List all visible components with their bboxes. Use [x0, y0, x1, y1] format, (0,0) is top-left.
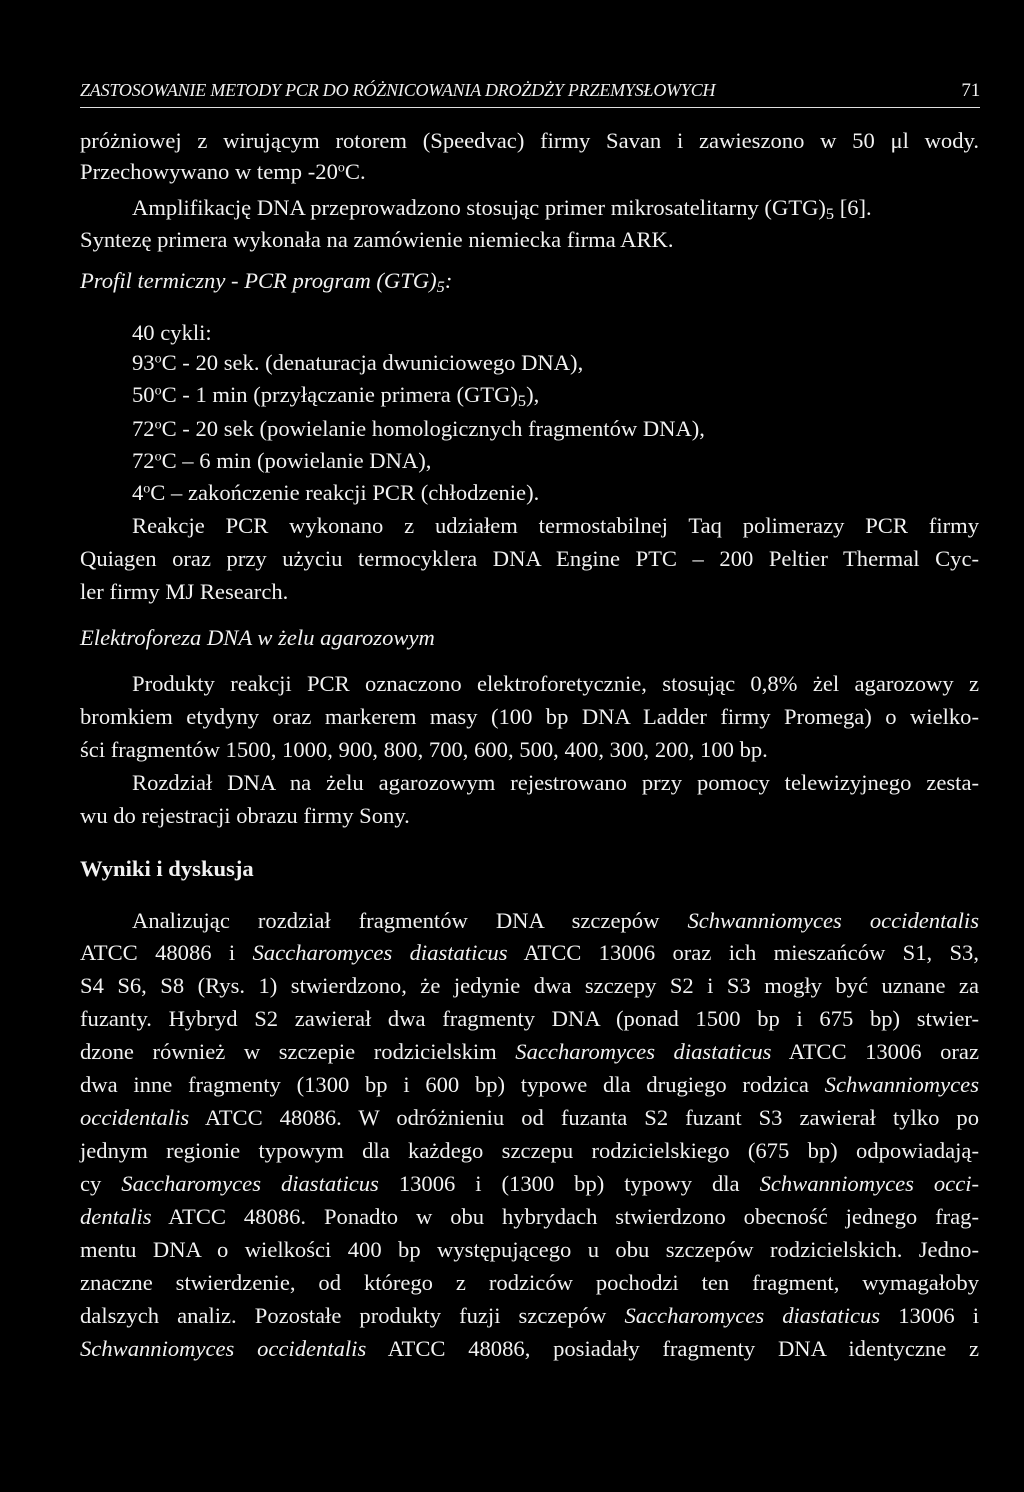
section-heading-profile: Profil termiczny - PCR program $(GTG)_5$:: [80, 268, 453, 297]
text-line: Syntezę primera wykonała na zamówienie niemiecka firma ARK.: [80, 227, 674, 252]
section-heading-results: Wyniki i dyskusja: [80, 856, 254, 881]
text-line: Quiagen oraz przy użyciu termocyklera DNA Engine PTC – 200 Peltier Thermal Cyc-: [80, 546, 979, 571]
text-line: dwa inne fragmenty (1300 bp i 600 bp) typowe dla drugiego rodzica Schwanniomyces: [80, 1072, 979, 1097]
text-line: Przechowywano w temp -20$^o$C.: [80, 159, 366, 184]
text-line: dalszych analiz. Pozostałe produkty fuzji szczepów Saccharomyces diastaticus 13006 i: [80, 1303, 980, 1328]
text-line: ATCC 48086 i Saccharomyces diastaticus ATCC 13006 oraz ich mieszańców S1, S3,: [80, 940, 980, 965]
section-heading-electrophoresis: Elektroforeza DNA w żelu agarozowym: [80, 625, 435, 650]
text-line: occidentalis ATCC 48086. W odróżnieniu od fuzanta S2 fuzant S3 zawierał tylko po: [80, 1105, 979, 1130]
text-line: fuzanty. Hybryd S2 zawierał dwa fragmenty DNA (ponad 1500 bp i 675 bp) stwier-: [80, 1006, 979, 1031]
text-line: próżniowej z wirującym rotorem (Speedvac) firmy Savan i zawieszono w 50 μl wody.: [80, 128, 979, 153]
header-rule: [80, 107, 980, 108]
text-line: ści fragmentów 1500, 1000, 900, 800, 700, 600, 500, 400, 300, 200, 100 bp.: [80, 737, 768, 762]
profile-cycles: 40 cykli:: [132, 320, 212, 345]
profile-step: 72$^o$C – 6 min (powielanie DNA),: [132, 448, 432, 473]
running-title: ZASTOSOWANIE METODY PCR DO RÓŻNICOWANIA DROŻDŻY PRZEMYSŁOWYCH: [80, 80, 716, 100]
text-line: cy Saccharomyces diastaticus 13006 i (1300 bp) typowy dla Schwanniomyces occi-: [80, 1171, 980, 1196]
text-line: wu do rejestracji obrazu firmy Sony.: [80, 803, 410, 828]
text-line: Reakcje PCR wykonano z udziałem termostabilnej Taq polimerazy PCR firmy: [132, 513, 979, 538]
profile-step: 50$^o$C - 1 min (przyłączanie primera $(GTG)_5$),: [132, 382, 540, 411]
profile-step: 72$^o$C - 20 sek (powielanie homologicznych fragmentów DNA),: [132, 416, 705, 441]
text-line: mentu DNA o wielkości 400 bp występującego u obu szczepów rodzicielskich. Jedno-: [80, 1237, 979, 1262]
text-line: dentalis ATCC 48086. Ponadto w obu hybrydach stwierdzono obecność jednego frag-: [80, 1204, 979, 1229]
running-header: [80, 80, 980, 101]
text-line: Produkty reakcji PCR oznaczono elektroforetycznie, stosując 0,8% żel agarozowy z: [132, 671, 979, 696]
profile-step: 93$^o$C - 20 sek. (denaturacja dwuniciowego DNA),: [132, 350, 584, 375]
text-line: bromkiem etydyny oraz markerem masy (100 bp DNA Ladder firmy Promega) o wielko-: [80, 704, 979, 729]
page-number: 71: [961, 80, 980, 101]
text-line: znaczne stwierdzenie, od którego z rodziców pochodzi ten fragment, wymagałoby: [80, 1270, 979, 1295]
text-line: dzone również w szczepie rodzicielskim Saccharomyces diastaticus ATCC 13006 oraz: [80, 1039, 979, 1064]
text-line: Rozdział DNA na żelu agarozowym rejestrowano przy pomocy telewizyjnego zesta-: [132, 770, 979, 795]
text-line: ler firmy MJ Research.: [80, 579, 289, 604]
text-line: Analizując rozdział fragmentów DNA szczepów Schwanniomyces occidentalis: [132, 908, 979, 933]
profile-step: 4$^o$C – zakończenie reakcji PCR (chłodzenie).: [132, 480, 540, 505]
text-line: Schwanniomyces occidentalis ATCC 48086, posiadały fragmenty DNA identyczne z: [80, 1336, 979, 1361]
text-line: Amplifikację DNA przeprowadzono stosując primer mikrosatelitarny $(GTG)_5$ [6].: [132, 195, 872, 224]
text-line: S4 S6, S8 (Rys. 1) stwierdzono, że jedynie dwa szczepy S2 i S3 mogły być uznane za: [80, 973, 979, 998]
text-line: jednym regionie typowym dla każdego szczepu rodzicielskiego (675 bp) odpowiadają-: [80, 1138, 979, 1163]
